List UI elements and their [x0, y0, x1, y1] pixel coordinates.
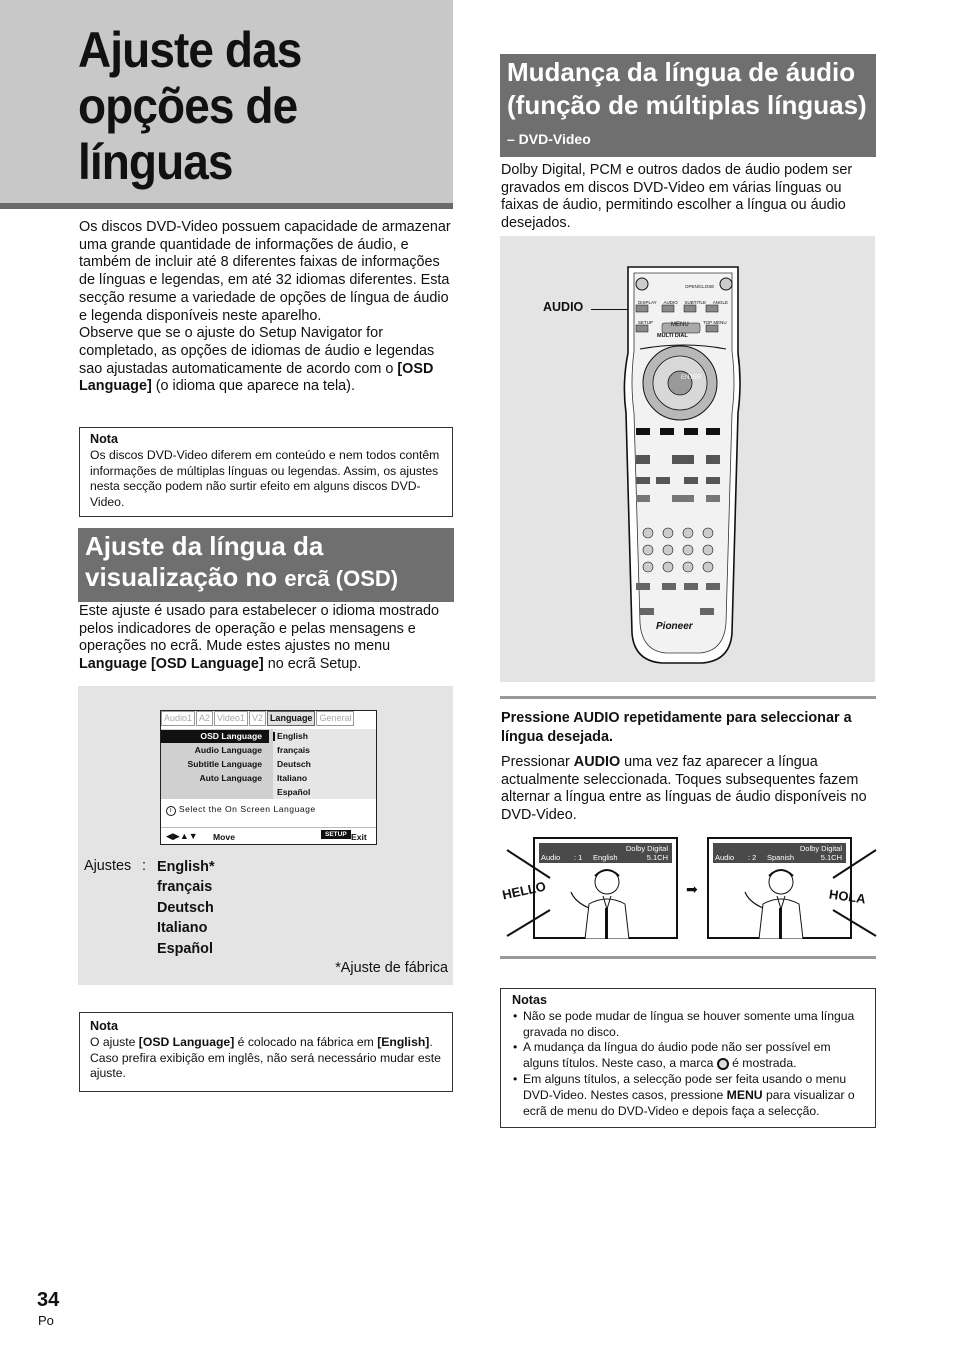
tab-general[interactable]: General: [316, 711, 354, 726]
note3-post: para visualizar o ecrã de menu do DVD-Video e depois faça a selecção.: [523, 1087, 855, 1118]
osd-language-ref: [OSD Language]: [79, 360, 434, 395]
menu-item-audio-language[interactable]: Audio Language: [194, 745, 262, 755]
remote-setup-label: SETUP: [638, 320, 654, 325]
arrow-right-icon: ➡: [686, 881, 698, 897]
footer-row: [161, 827, 376, 844]
ajuste-espanol: Español: [157, 940, 213, 957]
step-title: Pressione AUDIO repetidamente para seleccionar a língua desejada.: [501, 710, 852, 745]
tab-a2[interactable]: A2: [196, 711, 213, 726]
note2-t1: O ajuste: [90, 1034, 139, 1049]
page-number: 34: [37, 1289, 60, 1311]
tab-video1[interactable]: Video1: [214, 711, 248, 726]
speaker-figure-2: [739, 864, 819, 939]
menu-item-osd-language[interactable]: OSD Language: [200, 731, 262, 741]
note-item-3: [523, 1072, 864, 1119]
note-title: Nota: [90, 432, 118, 446]
title-block: [0, 0, 453, 209]
note-item-1: • Não se pode mudar de língua se houver somente uma língua gravada no disco.: [523, 1009, 864, 1041]
hint-text: Select the On Screen Language: [178, 804, 316, 814]
tab-audio1[interactable]: Audio1: [161, 711, 195, 726]
audio-section-text: Dolby Digital, PCM e outros dados de áudio podem ser gravados em discos DVD-Video em várias línguas ou faixas de áudio, permitindo escolher a língua ou áudio desejados.: [501, 162, 853, 232]
step-text-post: uma vez faz aparecer a língua actualmente seleccionada. Toques subsequentes fazem alternar a língua entre as línguas de áudio disponíveis no DVD-Video.: [501, 754, 867, 824]
arrow-keys-icon: ◀▶▲▼: [166, 831, 198, 841]
remote-top-menu-label: TOP MENU: [703, 320, 727, 325]
intro-paragraph-2: Observe que se o ajuste do Setup Navigator for completado, as opções de idiomas de áudio e legendas sao ajustadas automaticamente de acordo com o: [79, 325, 435, 377]
menu-item-subtitle-language[interactable]: Subtitle Language: [187, 759, 262, 769]
tv1-track: : 1: [574, 853, 583, 862]
option-italiano[interactable]: Italiano: [277, 773, 308, 783]
ajuste-francais: français: [157, 879, 213, 896]
option-francais[interactable]: français: [277, 745, 310, 755]
ajuste-english: English*: [157, 859, 215, 875]
ajuste-deutsch: Deutsch: [157, 899, 214, 916]
note2-t3: . Caso prefira exibição em inglês, não será necessário mudar este ajuste.: [90, 1034, 441, 1081]
setup-tabs: [161, 711, 355, 726]
option-deutsch[interactable]: Deutsch: [277, 759, 311, 769]
tv2-audio-label: Audio: [715, 853, 735, 862]
note2-pre: A mudança da língua do áudio pode não ser possível em alguns títulos. Neste caso, a marca: [523, 1040, 831, 1071]
divider-top: [500, 696, 876, 699]
osd-menu-ref: Language [OSD Language]: [79, 656, 264, 673]
step-text-pre: Pressionar: [501, 754, 574, 770]
page-title: Ajuste das opções de línguas: [78, 22, 302, 190]
remote-enter-label: ENTER: [681, 375, 702, 381]
osd-section-text: [79, 603, 453, 674]
option-espanol[interactable]: Español: [277, 787, 311, 797]
prohibited-icon: [717, 1058, 729, 1070]
osd-text-end: no ecrã Setup.: [263, 656, 362, 673]
ajustes-label: Ajustes: [84, 858, 132, 874]
intro-paragraph-1: Os discos DVD-Video possuem capacidade de armazenar uma grande quantidade de informações de áudio, e também de incluir até 8 diferentes faixas de informações de línguas e legendas, em até 32 idiomas diferentes. Esta secção resume a variedade de opções de língua de áudio e legenda disponíveis neste aparelho.: [79, 219, 451, 324]
remote-menu-label: MENU: [671, 322, 689, 328]
audio-button-ref: AUDIO: [573, 754, 621, 770]
move-label: Move: [213, 832, 235, 842]
osd-heading-line2: visualização no: [85, 562, 278, 592]
notes-box: [500, 988, 876, 1128]
factory-default-note: *Ajuste de fábrica: [335, 960, 448, 976]
audio-heading-line1: Mudança da língua de áudio: [507, 57, 856, 87]
setup-key-icon: SETUP: [321, 830, 351, 839]
hint-row: [166, 804, 316, 816]
tv2-channels: 5.1CH: [820, 853, 842, 862]
tab-language[interactable]: Language: [267, 711, 316, 726]
remote-subtitle-label: SUBTITLE: [684, 300, 706, 305]
note2-b1: [OSD Language]: [138, 1034, 235, 1049]
note2-b2: [English]: [377, 1034, 430, 1049]
setup-screen: [160, 710, 377, 845]
audio-heading-line2: (função de múltiplas línguas): [507, 90, 867, 120]
osd-section-heading: [78, 528, 454, 602]
exit-label: Exit: [351, 832, 367, 842]
remote-row1-labels: [638, 300, 728, 305]
intro-text: [79, 219, 453, 396]
tv2-language: Spanish: [767, 853, 795, 862]
note-box-1: [79, 427, 453, 517]
remote-display-label: DISPLAY: [638, 300, 657, 305]
ajuste-italiano: Italiano: [157, 920, 208, 937]
note-box-2: [79, 1012, 453, 1092]
tab-v2[interactable]: V2: [249, 711, 266, 726]
remote-multi-dial-label: MULTI DIAL: [657, 333, 688, 339]
hola-bubble: HOLA: [828, 886, 867, 907]
ajustes-colon: :: [142, 858, 146, 874]
osd-heading-line1: Ajuste da língua da: [85, 531, 324, 561]
hello-bubble: HELLO: [500, 878, 548, 903]
divider-bottom: [500, 956, 876, 959]
step-text: [501, 754, 875, 825]
pioneer-logo: Pioneer: [656, 621, 693, 632]
menu-item-auto-language[interactable]: Auto Language: [199, 773, 262, 783]
audio-callout-label: AUDIO: [543, 300, 584, 314]
audio-subheading: – DVD-Video: [507, 131, 591, 147]
ajustes-values: [157, 857, 215, 959]
osd-text: Este ajuste é usado para estabelecer o idioma mostrado pelos indicadores de operação e pelas mensagens e operações no ecrã. Mude estes ajustes no menu: [79, 603, 439, 655]
note2-t2: é colocado na fábrica em: [234, 1034, 378, 1049]
remote-angle-label: ANGLE: [712, 300, 728, 305]
tv2-codec: Dolby Digital: [799, 844, 842, 853]
tv1-codec: Dolby Digital: [625, 844, 668, 853]
audio-section-heading: [500, 54, 876, 157]
intro-paragraph-2-end: (o idioma que aparece na tela).: [151, 378, 355, 395]
info-icon: i: [166, 806, 176, 816]
osd-heading-line2b: ercã (OSD): [284, 566, 399, 591]
remote-open-close-label: OPEN/CLOSE: [685, 284, 715, 289]
notes-list: [512, 1009, 864, 1120]
note-text: [90, 1035, 442, 1082]
menu-area: [161, 729, 376, 799]
notes-title: Notas: [512, 993, 547, 1007]
tv1-audio-label: Audio: [541, 853, 561, 862]
tv1-language: English: [593, 853, 618, 862]
note-item-2: [523, 1040, 864, 1072]
remote-audio-button[interactable]: AUDIO: [663, 300, 678, 305]
menu-button-ref: MENU: [726, 1087, 763, 1102]
option-english[interactable]: English: [277, 731, 309, 741]
language-code: Po: [38, 1313, 54, 1328]
tv1-channels: 5.1CH: [646, 853, 668, 862]
cursor-marker: [273, 732, 275, 741]
note-title: Nota: [90, 1019, 118, 1033]
tv2-status-bar: [713, 843, 846, 863]
tv2-track: : 2: [748, 853, 757, 862]
note2-post: é mostrada.: [728, 1056, 797, 1071]
note-text: Os discos DVD-Video diferem em conteúdo e nem todos contêm informações de múltiplas línguas ou legendas. Assim, os ajustes nesta secção podem não surtir efeito em alguns discos DVD-Video.: [90, 447, 440, 510]
note3-pre: Em alguns títulos, a selecção pode ser feita usando o menu DVD-Video. Nestes casos, pressione: [523, 1071, 847, 1102]
tv1-status-bar: [539, 843, 672, 863]
speaker-figure-1: [565, 864, 645, 939]
